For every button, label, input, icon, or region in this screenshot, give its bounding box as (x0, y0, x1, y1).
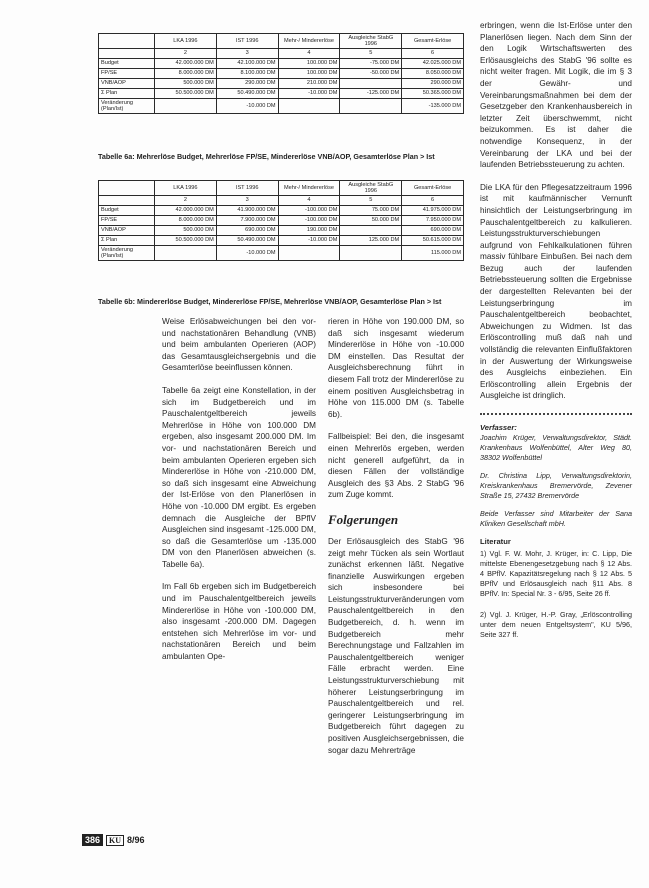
paragraph: Im Fall 6b ergeben sich im Budgetbereich und im Pauschalentgeltbereich jeweils Mindererlöse in Höhe von -100.000 DM, also insgesamt -200.000 DM. Dagegen entstehen sich Mehrerlöse im vor- und nachstationären Bereich und beim ambulanten Ope- (162, 582, 316, 662)
table-cell (99, 196, 155, 206)
table-cell: -100.000 DM (278, 216, 340, 226)
table-cell: -75.000 DM (340, 59, 402, 69)
table-cell: 5 (340, 196, 402, 206)
table-cell: 42.000.000 DM (155, 206, 217, 216)
author-block (480, 423, 632, 529)
page-footer (82, 832, 145, 848)
table-cell: 6 (402, 196, 464, 206)
table-header-cell: Ausgleiche StabG 1996 (340, 34, 402, 49)
paragraph: Die LKA für den Pflegesatzzeitraum 1996 ist mit kaufmännischer Vernunft hinsichtlich der Leistungserbringung im Pauschalentgeltbereich zu kalkulieren. Leistungsstrukturverschiebungen aufgrund von Fehlkalkulationen führen massiv fühlbare Einbußen. Bei nach dem Bezug auch der laufenden Betriebssteuerung sollten die Ergebnisse der dargestellten Relevanten bei der Leistungserbringung im Pauschalentgeltbereich beobachtet, Abweichungen zu Widmen. Ist das Erlöscontrolling muß daß nah und vollständig die relevanten Einflußfaktoren in der Auswertung der Wirkungsweise des Ausgleichs einbeziehen. Ein Erlöscontrolling allein Ergebnis der Ausgleiche ist dringlich. (480, 182, 632, 401)
journal-logo: KU (106, 835, 124, 846)
table-cell: 690.000 DM (402, 226, 464, 236)
table-cell (155, 246, 217, 261)
page-number: 386 (82, 834, 103, 846)
table-cell: 3 (216, 196, 278, 206)
table-cell: 190.000 DM (278, 226, 340, 236)
table-cell: 100.000 DM (278, 69, 340, 79)
paragraph: erbringen, wenn die Ist-Erlöse unter den Planerlösen liegen. Nach dem Sinn der den Logik Wirtschaftswerten des Erlösausgleichs des StabG '96 sollte es nicht weiter fragen. Mit Logik, die im § 3 der Gewähr- und Vereinbarungsmaßnahmen bei dem der Gesetzgeber den Krankenhausbereich in letzter Zeit überschwemmt, nicht beizukommen. Es ist daher die notwendige Konsequenz, in der Vereinbarung der LKA und bei der laufenden Betriebssteuerung zu achten. (480, 21, 632, 170)
table-cell: 8.100.000 DM (216, 69, 278, 79)
table-header-cell: Ausgleiche StabG 1996 (340, 181, 402, 196)
table-cell (340, 79, 402, 89)
table-cell: -125.000 DM (340, 89, 402, 99)
table-header-cell: Gesamt-Erlöse (402, 34, 464, 49)
table-cell: 50.365.000 DM (402, 89, 464, 99)
table-row (99, 226, 464, 236)
middle-text-column (328, 316, 464, 767)
table-header-row (99, 181, 464, 196)
table-cell: 2 (155, 49, 217, 59)
table-index-row (99, 49, 464, 59)
table-cell: VNB/AOP (99, 79, 155, 89)
table-cell: VNB/AOP (99, 226, 155, 236)
table-header-cell: LKA 1996 (155, 181, 217, 196)
literature-heading: Literatur (480, 537, 511, 546)
left-text-column (162, 316, 316, 674)
table-cell: 41.900.000 DM (216, 206, 278, 216)
table-cell (340, 226, 402, 236)
table-header-row (99, 34, 464, 49)
table-header-cell: Mehr-/ Mindererlöse (278, 34, 340, 49)
table-header-cell: Gesamt-Erlöse (402, 181, 464, 196)
table-6b-caption: Tabelle 6b: Mindererlöse Budget, Mindererlöse FP/SE, Mehrerlöse VNB/AOP, Gesamterlöse Plan > Ist (98, 297, 442, 306)
table-cell: 290.000 DM (402, 79, 464, 89)
table-cell: 210.000 DM (278, 79, 340, 89)
table-cell (99, 49, 155, 59)
table-cell: 50.615.000 DM (402, 236, 464, 246)
table-6a (98, 33, 464, 114)
table-cell: 50.490.000 DM (216, 89, 278, 99)
table-index-row (99, 196, 464, 206)
table-cell: 5 (340, 49, 402, 59)
table-cell: FP/SE (99, 216, 155, 226)
table-header-cell: Mehr-/ Mindererlöse (278, 181, 340, 196)
table-cell: -50.000 DM (340, 69, 402, 79)
table-cell: 3 (216, 49, 278, 59)
table-row (99, 59, 464, 69)
table-cell: FP/SE (99, 69, 155, 79)
table-cell: -10.000 DM (278, 236, 340, 246)
literature-entry: 2) Vgl. J. Krüger, H.-P. Gray, „Erlöscontrolling unter dem neuen Entgeltsystem", KU 5/96, Seite 327 ff. (480, 610, 632, 639)
author-note: Beide Verfasser sind Mitarbeiter der Sana Kliniken Gesellschaft mbH. (480, 509, 632, 528)
table-cell: 690.000 DM (216, 226, 278, 236)
table-cell (340, 99, 402, 114)
table-header-cell: IST 1996 (216, 181, 278, 196)
table-cell: Σ Plan (99, 89, 155, 99)
table-cell (155, 99, 217, 114)
table-cell: 2 (155, 196, 217, 206)
table-header-cell: LKA 1996 (155, 34, 217, 49)
table-6a-caption: Tabelle 6a: Mehrerlöse Budget, Mehrerlöse FP/SE, Mindererlöse VNB/AOP, Gesamterlöse Plan > Ist (98, 152, 435, 161)
table-cell: -10.000 DM (216, 246, 278, 261)
table-cell: 42.025.000 DM (402, 59, 464, 69)
table-cell: 500.000 DM (155, 226, 217, 236)
table-cell: 50.500.000 DM (155, 236, 217, 246)
issue-number: 8/96 (127, 835, 145, 845)
table-cell: Veränderung (Plan/Ist) (99, 246, 155, 261)
paragraph: Der Erlösausgleich des StabG '96 zeigt mehr Tücken als sein Wortlaut zunächst erkennen läßt. Negative finanzielle Auswirkungen ergeben sich insbesondere bei Leistungsstrukturveränderungen vom Pauschalentgeltbereich in den Budgetbereich, d. h. wenn im Budgetbereich mehr Berechnungstage und Fallzahlen im Pauschalentgeltbereich weniger Fälle erbracht werden. Eine Leistungsstrukturverschiebung mit höherer Leistungserbringung im Pauschalentgeltbereich und rel. geringerer Leistungserbringung im Budgetbereich führt dagegen zu positiven Ausgleichsergebnissen, die sogar dazu Mehrerträge (328, 536, 464, 755)
table-cell: Σ Plan (99, 236, 155, 246)
table-row (99, 69, 464, 79)
section-heading: Folgerungen (328, 511, 399, 527)
paragraph: Weise Erlösabweichungen bei den vor- und nachstationären Behandlung (VNB) und beim ambulanten Operieren (AOP) das Gesamtausgleichsergebnis und die Gesamterlöse beeinflussen können. (162, 317, 316, 373)
table-cell: 41.975.000 DM (402, 206, 464, 216)
table-cell: 4 (278, 49, 340, 59)
table-row (99, 206, 464, 216)
table-cell: 7.900.000 DM (216, 216, 278, 226)
table-cell: -10.000 DM (278, 89, 340, 99)
table-cell (340, 246, 402, 261)
table-cell: Budget (99, 206, 155, 216)
table-cell: 50.500.000 DM (155, 89, 217, 99)
table-cell: -135.000 DM (402, 99, 464, 114)
table-cell: 115.000 DM (402, 246, 464, 261)
paragraph: rieren in Höhe von 190.000 DM, so daß sich insgesamt wiederum Mindererlöse in Höhe von -10.000 DM einstellen. Das Resultat der Ausgleichsberechnung führt in diesem Fall trotz der Mindererlöse zu einem positiven Ausgleichsbetrag in Höhe von 115.000 DM (s. Tabelle 6b). (328, 317, 464, 419)
table-header-cell (99, 181, 155, 196)
table-row (99, 99, 464, 114)
authors-label: Verfasser: (480, 423, 517, 432)
table-cell: 290.000 DM (216, 79, 278, 89)
table-cell: Budget (99, 59, 155, 69)
table-cell: 4 (278, 196, 340, 206)
table-cell: 50.000 DM (340, 216, 402, 226)
author-address: Joachim Krüger, Verwaltungsdirektor, Städt. Krankenhaus Wolfenbüttel, Alter Weg 80, 38302 Wolfenbüttel (480, 433, 632, 462)
table-row (99, 246, 464, 261)
paragraph: Tabelle 6a zeigt eine Konstellation, in der sich im Budgetbereich und im Pauschalentgeltbereich jeweils Mehrerlöse in Höhe von 100.000 DM ergeben, also insgesamt 200.000 DM. Im vor- und nachstationären Bereich und beim ambulanten Operieren ergeben sich Mindererlöse in Höhe von -210.000 DM, so daß sich insgesamt eine Abweichung der Ist-Erlöse von den Planerlösen in Höhe von -10.000 DM ergibt. Es ergeben demnach die Ausgleiche der BPflV Ausgleichen sind insgesamt -125.000 DM, so daß die Gesamterlöse um -135.000 DM von den Planerlösen abweichen (s. Tabelle 6a). (162, 385, 316, 569)
literature-entry: 1) Vgl. F. W. Mohr, J. Krüger, in: C. Lipp, Die mittelste Ebenengesetzgebung nach § 12 Abs. 4 BPflV. Kapazitätsregelung nach § 12 Abs. 5 BPflV und Erlösausgleich nach §11 Abs. 8 BPflV. In: Special Nr. 3 - 6/95, Seite 26 ff. (480, 549, 632, 598)
table-cell (278, 99, 340, 114)
table-cell: -100.000 DM (278, 206, 340, 216)
table-6b (98, 180, 464, 261)
table-cell: 75.000 DM (340, 206, 402, 216)
table-cell: 8.000.000 DM (155, 69, 217, 79)
table-row (99, 236, 464, 246)
paragraph: Fallbeispiel: Bei den, die insgesamt einen Mehrerlös ergeben, werden nicht generell aufgeführt, da in diesen Fällen der vollständige Ausgleich des §3 Abs. 2 StabG '96 zum Zuge kommt. (328, 432, 464, 500)
table-row (99, 79, 464, 89)
table-cell (278, 246, 340, 261)
author-address: Dr. Christina Lipp, Verwaltungsdirektorin, Kreiskrankenhaus Bremervörde, Zevener Straße 15, 27432 Bremervörde (480, 471, 632, 500)
table-cell: 6 (402, 49, 464, 59)
right-text-column (480, 20, 632, 651)
table-cell: 42.100.000 DM (216, 59, 278, 69)
table-cell: Veränderung (Plan/Ist) (99, 99, 155, 114)
table-cell: 42.000.000 DM (155, 59, 217, 69)
table-cell: 8.050.000 DM (402, 69, 464, 79)
table-cell: 50.490.000 DM (216, 236, 278, 246)
table-row (99, 216, 464, 226)
table-header-cell (99, 34, 155, 49)
table-cell: -10.000 DM (216, 99, 278, 114)
table-cell: 7.950.000 DM (402, 216, 464, 226)
dotted-divider (480, 413, 632, 415)
table-cell: 125.000 DM (340, 236, 402, 246)
table-cell: 8.000.000 DM (155, 216, 217, 226)
table-row (99, 89, 464, 99)
table-cell: 500.000 DM (155, 79, 217, 89)
table-header-cell: IST 1996 (216, 34, 278, 49)
table-cell: 100.000 DM (278, 59, 340, 69)
